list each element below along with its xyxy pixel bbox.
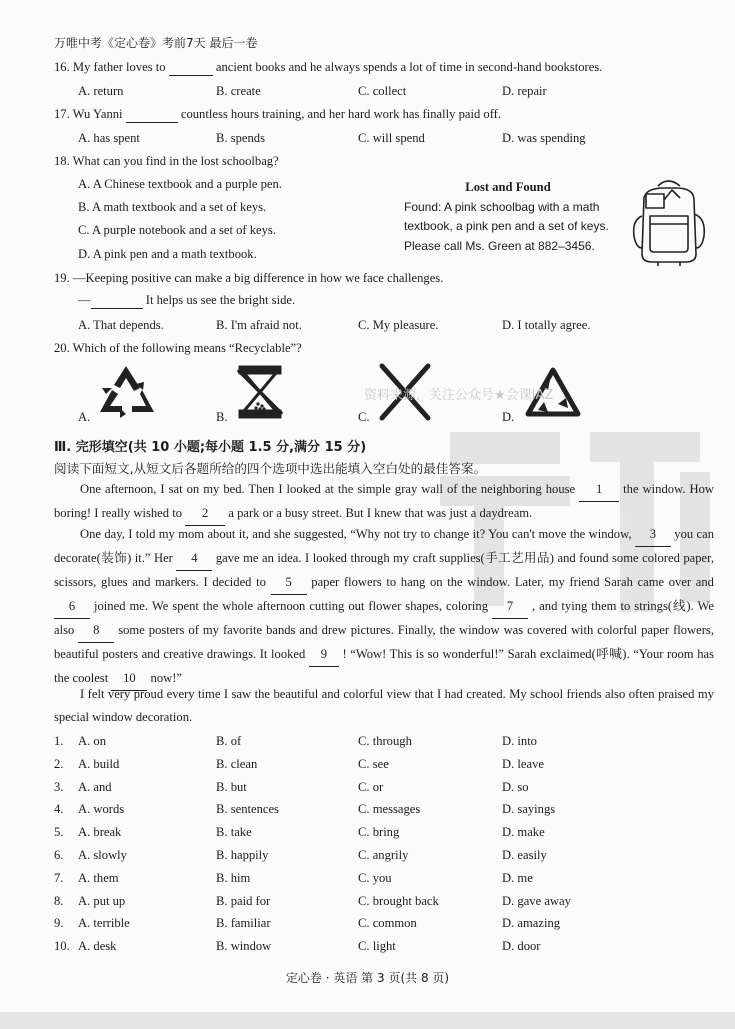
- passage-text: the window. How boring! I really wished to: [54, 482, 714, 520]
- cloze-blank: 10: [111, 667, 147, 691]
- cloze-option-a: A. build: [78, 756, 120, 771]
- lost-and-found-notice: [404, 178, 632, 256]
- option: C. will spend: [358, 131, 425, 145]
- cloze-blank: 6: [54, 595, 90, 619]
- cloze-option-d: D. so: [502, 779, 529, 794]
- cloze-option-a: A. them: [78, 870, 119, 885]
- cloze-option-c: C. messages: [358, 802, 421, 817]
- notice-title: Lost and Found: [465, 180, 551, 194]
- cloze-blank: 5: [271, 571, 307, 595]
- answer-blank: [91, 293, 143, 309]
- cloze-option-b: B. paid for: [216, 893, 271, 908]
- notice-line: Please call Ms. Green at 882–3456.: [404, 238, 595, 253]
- question-18: [54, 154, 279, 169]
- passage-text: , and tying them to strings(线). We also: [54, 599, 714, 637]
- question-stem: ancient books and he always spends a lot of time in second-hand bookstores.: [215, 60, 603, 74]
- passage-text: some posters of my favorite bands and drew pictures. Finally, the window was covered with colorful paper flowers, beautiful posters and creative drawings. It looked: [54, 623, 714, 661]
- cloze-option-c: C. bring: [358, 825, 400, 840]
- answer-blank: [126, 107, 178, 123]
- cloze-option-d: D. leave: [502, 756, 544, 771]
- cloze-blank: 3: [635, 523, 671, 547]
- recycle-icon: [96, 364, 156, 420]
- cloze-option-b: B. familiar: [216, 916, 271, 931]
- cloze-option-a: A. words: [78, 802, 125, 817]
- notice-line: Found: A pink schoolbag with a math: [404, 199, 600, 214]
- passage-paragraph-3: [54, 683, 714, 729]
- option: B. A math textbook and a set of keys.: [78, 200, 267, 214]
- cloze-option-number: 6.: [54, 848, 64, 862]
- option: D. I totally agree.: [502, 318, 591, 332]
- cloze-option-a: A. terrible: [78, 916, 130, 931]
- cloze-option-c: C. angrily: [358, 848, 409, 862]
- passage-text: paper flowers to hang on the window. Later, my friend Sarah came over and: [311, 575, 714, 589]
- answer-blank: [169, 60, 213, 76]
- cloze-option-d: D. sayings: [502, 802, 556, 817]
- question-number: 16.: [54, 60, 70, 74]
- question-stem: It helps us see the bright side.: [145, 293, 296, 307]
- cloze-option-number: 9.: [54, 916, 64, 931]
- question-stem: —Keeping positive can make a big difference in how we face challenges.: [72, 271, 444, 285]
- cloze-option-a: A. slowly: [78, 848, 127, 862]
- cloze-option-number: 10.: [54, 939, 70, 954]
- option: B. spends: [216, 131, 265, 145]
- cloze-option-b: B. happily: [216, 848, 269, 862]
- option: B. I'm afraid not.: [216, 318, 302, 332]
- cloze-option-a: A. desk: [78, 939, 117, 954]
- cloze-blank: 7: [492, 595, 528, 619]
- option: D.: [502, 410, 515, 424]
- question-number: 17.: [54, 107, 70, 121]
- question-17: [54, 107, 501, 123]
- page-header: 万唯中考《定心卷》考前7天 最后一卷: [54, 36, 258, 50]
- cloze-option-c: C. or: [358, 779, 384, 794]
- cloze-option-b: B. him: [216, 870, 251, 885]
- cloze-option-c: C. see: [358, 756, 389, 771]
- question-19-reply: [78, 293, 295, 309]
- option: B.: [216, 410, 228, 424]
- option: D. A pink pen and a math textbook.: [78, 247, 257, 261]
- hourglass-icon: [234, 364, 286, 420]
- cloze-option-c: C. brought back: [358, 893, 439, 908]
- watermark-text: 资料来源，关注公众号★会课IAZ: [364, 388, 554, 403]
- cloze-option-number: 1.: [54, 734, 64, 748]
- notice-line: textbook, a pink pen and a set of keys.: [404, 219, 609, 233]
- option: C. A purple notebook and a set of keys.: [78, 223, 276, 237]
- option: A. return: [78, 84, 124, 98]
- question-16: [54, 60, 602, 76]
- cloze-option-d: D. gave away: [502, 893, 571, 908]
- question-stem: Which of the following means “Recyclable”?: [72, 341, 302, 355]
- cloze-option-c: C. common: [358, 916, 417, 931]
- option: C. My pleasure.: [358, 318, 439, 332]
- passage-paragraph-1: [54, 478, 714, 526]
- passage-text: you can decorate(装饰) it.” Her: [54, 527, 715, 565]
- cloze-option-number: 8.: [54, 893, 64, 908]
- cloze-blank: 2: [185, 502, 225, 526]
- cloze-option-a: A. put up: [78, 893, 126, 908]
- cloze-option-c: C. you: [358, 870, 392, 885]
- passage-paragraph-2: [54, 523, 714, 691]
- cloze-option-b: B. of: [216, 734, 242, 748]
- cloze-option-number: 7.: [54, 870, 64, 885]
- option: D. was spending: [502, 131, 586, 145]
- cloze-option-b: B. window: [216, 939, 272, 954]
- option: C.: [358, 410, 370, 424]
- option: D. repair: [502, 84, 547, 98]
- passage-text: now!”: [150, 671, 183, 685]
- cloze-option-number: 5.: [54, 825, 64, 840]
- question-number: 19.: [54, 271, 70, 285]
- cloze-option-d: D. door: [502, 939, 541, 954]
- cloze-option-c: C. through: [358, 734, 412, 748]
- cloze-option-number: 2.: [54, 756, 64, 771]
- cloze-option-a: A. and: [78, 779, 112, 794]
- option: A. has spent: [78, 131, 140, 145]
- passage-text: One day, I told my mom about it, and she suggested, “Why not try to change it? You can't move the window,: [80, 527, 632, 541]
- cloze-option-a: A. break: [78, 825, 122, 840]
- section-heading: Ⅲ. 完形填空(共 10 小题;每小题 1.5 分,满分 15 分): [54, 440, 367, 455]
- cloze-blank: 9: [309, 643, 339, 667]
- cloze-option-d: D. amazing: [502, 916, 561, 931]
- cloze-option-b: B. but: [216, 779, 247, 794]
- cloze-blank: 1: [579, 478, 619, 502]
- cloze-option-b: B. take: [216, 825, 252, 840]
- passage-text: joined me. We spent the whole afternoon cutting out flower shapes, coloring: [94, 599, 489, 613]
- cloze-option-d: D. easily: [502, 848, 547, 862]
- schoolbag-icon: [628, 176, 710, 268]
- dash: —: [78, 293, 91, 307]
- cloze-option-d: D. me: [502, 870, 533, 885]
- page-footer: 定心卷 · 英语 第 3 页(共 8 页): [285, 971, 450, 985]
- cloze-option-d: D. into: [502, 734, 537, 748]
- cloze-blank: 8: [78, 619, 114, 643]
- cloze-option-c: C. light: [358, 939, 396, 954]
- passage-text: One afternoon, I sat on my bed. Then I looked at the simple gray wall of the neighboring house: [80, 482, 576, 496]
- question-stem: What can you find in the lost schoolbag?: [72, 154, 279, 168]
- passage-text: ! “Wow! This is so wonderful!” Sarah exclaimed(呼喊). “Your room has the coolest: [54, 647, 714, 685]
- cloze-option-b: B. sentences: [216, 802, 279, 817]
- question-stem: My father loves to: [72, 60, 166, 74]
- passage-text: I felt very proud every time I saw the beautiful and colorful view that I had created. My school friends also often praised my special window decoration.: [54, 687, 714, 724]
- option: C. collect: [358, 84, 407, 98]
- option: A. A Chinese textbook and a purple pen.: [78, 177, 282, 191]
- cloze-blank: 4: [176, 547, 212, 571]
- cloze-option-a: A. on: [78, 734, 106, 748]
- passage-text: gave me an idea. I looked through my craft supplies(手工艺用品) and found some colored paper, scissors, glues and markers. I decided to: [54, 551, 714, 589]
- question-number: 20.: [54, 341, 70, 355]
- question-20: [54, 341, 302, 356]
- option: A. That depends.: [78, 318, 164, 332]
- cloze-option-d: D. make: [502, 825, 545, 840]
- cloze-option-number: 4.: [54, 802, 64, 817]
- question-number: 18.: [54, 154, 70, 168]
- cloze-option-number: 3.: [54, 779, 64, 794]
- option: A.: [78, 410, 91, 424]
- cloze-option-b: B. clean: [216, 756, 258, 771]
- question-stem: countless hours training, and her hard work has finally paid off.: [180, 107, 502, 121]
- scan-edge: [0, 1012, 735, 1029]
- question-stem: Wu Yanni: [72, 107, 123, 121]
- passage-text: a park or a busy street. But I knew that was just a daydream.: [228, 506, 533, 520]
- question-19: [54, 271, 443, 286]
- section-instruction: 阅读下面短文,从短文后各题所给的四个选项中选出能填入空白处的最佳答案。: [54, 461, 487, 476]
- option: B. create: [216, 84, 261, 98]
